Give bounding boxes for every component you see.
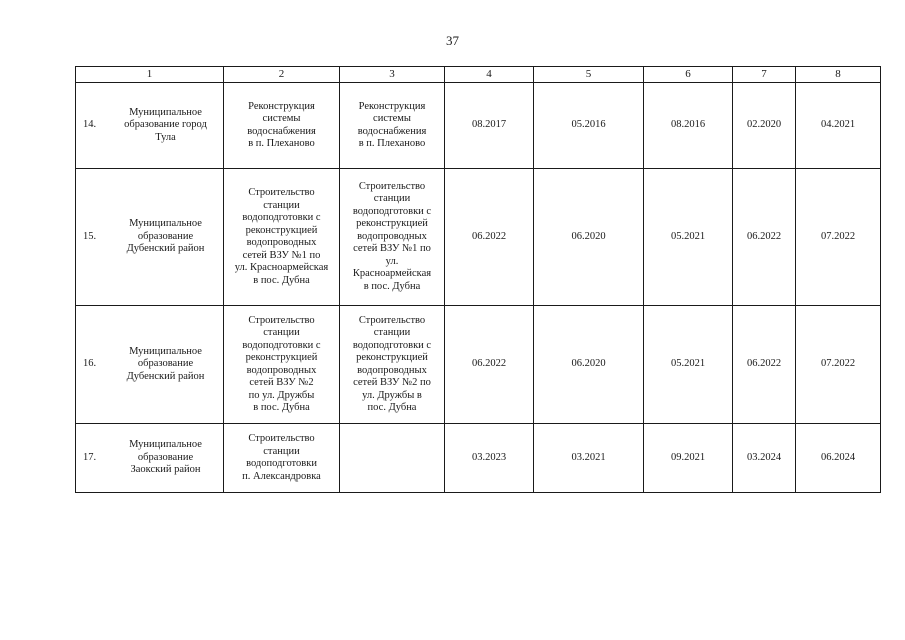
date-cell-4: 06.2022: [445, 306, 534, 424]
municipality-name: Муниципальное образование город Тула: [124, 106, 207, 143]
column-number-cell: 1: [76, 67, 224, 83]
column-number-cell: 3: [340, 67, 445, 83]
municipality-name: Муниципальное образование Дубенский район: [126, 218, 205, 255]
date-cell-6: 08.2016: [644, 83, 733, 169]
object-cell: Строительство станции водоподготовки с реконструкцией водопроводных сетей ВЗУ №1 по ул. Красноармейская в пос. Дубна: [224, 169, 340, 306]
date-cell-5: 06.2020: [534, 169, 644, 306]
date-cell-7: 06.2022: [733, 169, 796, 306]
municipality-cell: [76, 424, 224, 493]
object-cell: Строительство станции водоподготовки с реконструкцией водопроводных сетей ВЗУ №2 по ул. Дружбы в пос. Дубна: [224, 306, 340, 424]
date-cell-8: 04.2021: [796, 83, 881, 169]
object-cell: Строительство станции водоподготовки п. Александровка: [224, 424, 340, 493]
row-number: 16.: [83, 358, 97, 370]
projects-table: [75, 66, 881, 493]
date-cell-5: 05.2016: [534, 83, 644, 169]
column-number-cell: 4: [445, 67, 534, 83]
project-cell: Строительство станции водоподготовки с реконструкцией водопроводных сетей ВЗУ №1 по ул. Красноармейская в пос. Дубна: [340, 169, 445, 306]
column-number-row: [76, 67, 881, 83]
date-cell-8: 06.2024: [796, 424, 881, 493]
row-number: 17.: [83, 451, 97, 463]
table-row: [76, 424, 881, 493]
row-number: 15.: [83, 230, 97, 242]
date-cell-8: 07.2022: [796, 306, 881, 424]
page-number: 37: [446, 33, 459, 48]
date-cell-8: 07.2022: [796, 169, 881, 306]
date-cell-4: 06.2022: [445, 169, 534, 306]
row-number: 14.: [83, 119, 97, 131]
date-cell-4: 03.2023: [445, 424, 534, 493]
municipality-name: Муниципальное образование Дубенский район: [126, 345, 205, 382]
date-cell-6: 05.2021: [644, 306, 733, 424]
project-cell: Реконструкция системы водоснабжения в п. Плеханово: [340, 83, 445, 169]
table-row: [76, 169, 881, 306]
project-cell: [340, 424, 445, 493]
table-row: [76, 83, 881, 169]
table-row: [76, 306, 881, 424]
date-cell-7: 02.2020: [733, 83, 796, 169]
date-cell-5: 03.2021: [534, 424, 644, 493]
date-cell-7: 06.2022: [733, 306, 796, 424]
municipality-cell: [76, 169, 224, 306]
date-cell-7: 03.2024: [733, 424, 796, 493]
date-cell-4: 08.2017: [445, 83, 534, 169]
municipality-name: Муниципальное образование Заокский район: [129, 439, 202, 476]
date-cell-5: 06.2020: [534, 306, 644, 424]
object-cell: Реконструкция системы водоснабжения в п. Плеханово: [224, 83, 340, 169]
municipality-cell: [76, 83, 224, 169]
date-cell-6: 05.2021: [644, 169, 733, 306]
column-number-cell: 6: [644, 67, 733, 83]
column-number-cell: 5: [534, 67, 644, 83]
column-number-cell: 2: [224, 67, 340, 83]
date-cell-6: 09.2021: [644, 424, 733, 493]
municipality-cell: [76, 306, 224, 424]
column-number-cell: 8: [796, 67, 881, 83]
project-cell: Строительство станции водоподготовки с реконструкцией водопроводных сетей ВЗУ №2 по ул. Дружбы в пос. Дубна: [340, 306, 445, 424]
column-number-cell: 7: [733, 67, 796, 83]
